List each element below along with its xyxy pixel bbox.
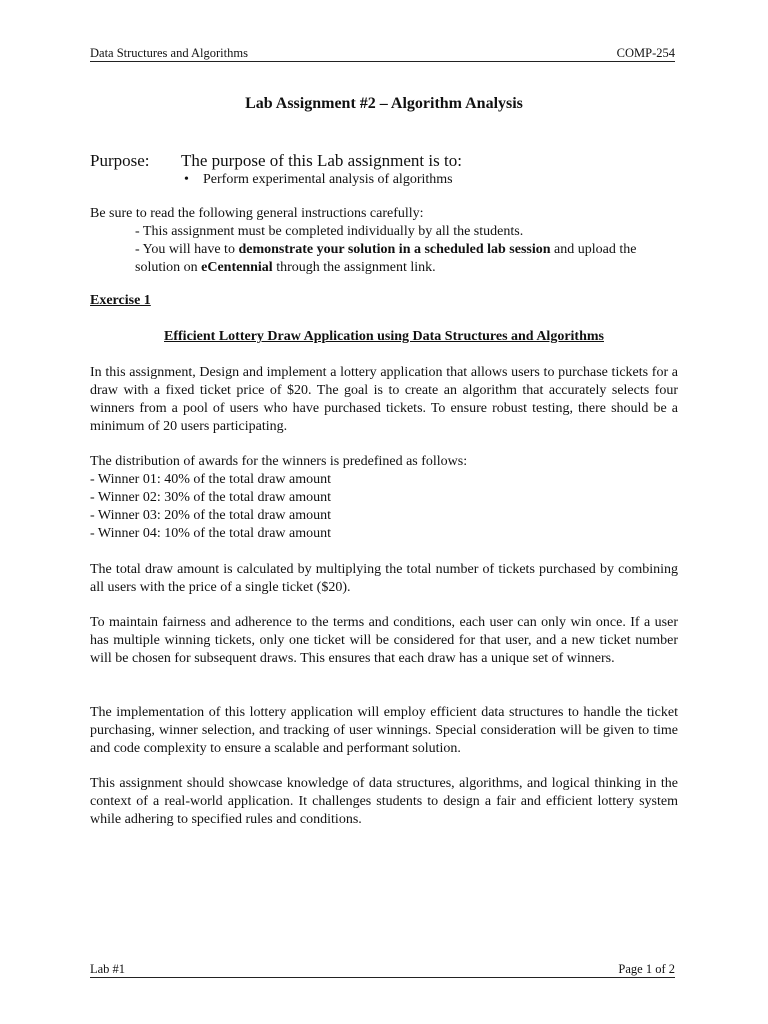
winner-line-4: - Winner 04: 10% of the total draw amount — [90, 526, 332, 541]
exercise-subtitle: Efficient Lottery Draw Application using Data Structures and Algorithms — [164, 329, 604, 344]
instructions-block — [90, 205, 678, 277]
winner-line-1: - Winner 01: 40% of the total draw amount — [90, 472, 332, 487]
instruction-line-2-part-a: - You will have to — [135, 242, 239, 257]
winner-line-2: - Winner 02: 30% of the total draw amount — [90, 490, 332, 505]
exercise-heading: Exercise 1 — [90, 293, 151, 308]
exercise-paragraph-4: The implementation of this lottery application will employ efficient data structures to handle the ticket purchasing, winner selection, and tracking of user winnings. Special consideration will be given to time and code complexity to ensure a scalable and performant solution. — [90, 705, 678, 756]
list-item — [181, 171, 453, 189]
footer-page-number: Page 1 of 2 — [618, 962, 675, 976]
distribution-intro: The distribution of awards for the winners is predefined as follows: — [90, 454, 468, 469]
instruction-line-2-bold-a: demonstrate your solution in a scheduled lab session — [238, 242, 551, 257]
exercise-paragraph-3: To maintain fairness and adherence to the terms and conditions, each user can only win once. If a user has multiple winning tickets, only one ticket will be considered for that user, and a new ticket number will be chosen for subsequent draws. This ensures that each draw has a unique set of winners. — [90, 615, 678, 666]
header-course-code: COMP-254 — [616, 46, 675, 60]
header-course-name: Data Structures and Algorithms — [90, 46, 248, 60]
page-footer — [90, 961, 675, 978]
instruction-line-2-part-e: through the assignment link. — [272, 260, 436, 275]
exercise-paragraph-1: In this assignment, Design and implement a lottery application that allows users to purchase tickets for a draw with a fixed ticket price of $20. The goal is to create an algorithm that accurately selects four winners from a pool of users who have purchased tickets. To ensure robust testing, there should be a minimum of 20 users participating. — [90, 365, 678, 434]
footer-lab-number: Lab #1 — [90, 962, 126, 976]
purpose-text: The purpose of this Lab assignment is to: — [181, 151, 462, 170]
exercise-paragraph-5: This assignment should showcase knowledge of data structures, algorithms, and logical thinking in the context of a real-world application. It challenges students to design a fair and efficient lottery system while adhering to specified rules and conditions. — [90, 776, 678, 827]
purpose-item-text: Perform experimental analysis of algorithms — [203, 172, 453, 187]
instruction-line-2 — [90, 241, 678, 277]
bullet-icon: • — [184, 172, 189, 187]
page-title: Lab Assignment #2 – Algorithm Analysis — [245, 95, 523, 112]
instructions-intro: Be sure to read the following general instructions carefully: — [90, 206, 424, 221]
purpose-label: Purpose: — [90, 151, 150, 170]
purpose-list — [181, 171, 453, 189]
instruction-line-2-bold-d: eCentennial — [201, 260, 273, 275]
exercise-paragraph-2: The total draw amount is calculated by multiplying the total number of tickets purchased by combining all users with the price of a single ticket ($20). — [90, 562, 678, 595]
page-header — [90, 45, 675, 62]
distribution-block — [90, 453, 678, 543]
instruction-line-2-part-c: and upload the solution on — [135, 242, 637, 275]
instruction-line-1: - This assignment must be completed individually by all the students. — [135, 224, 524, 239]
winner-line-3: - Winner 03: 20% of the total draw amount — [90, 508, 332, 523]
